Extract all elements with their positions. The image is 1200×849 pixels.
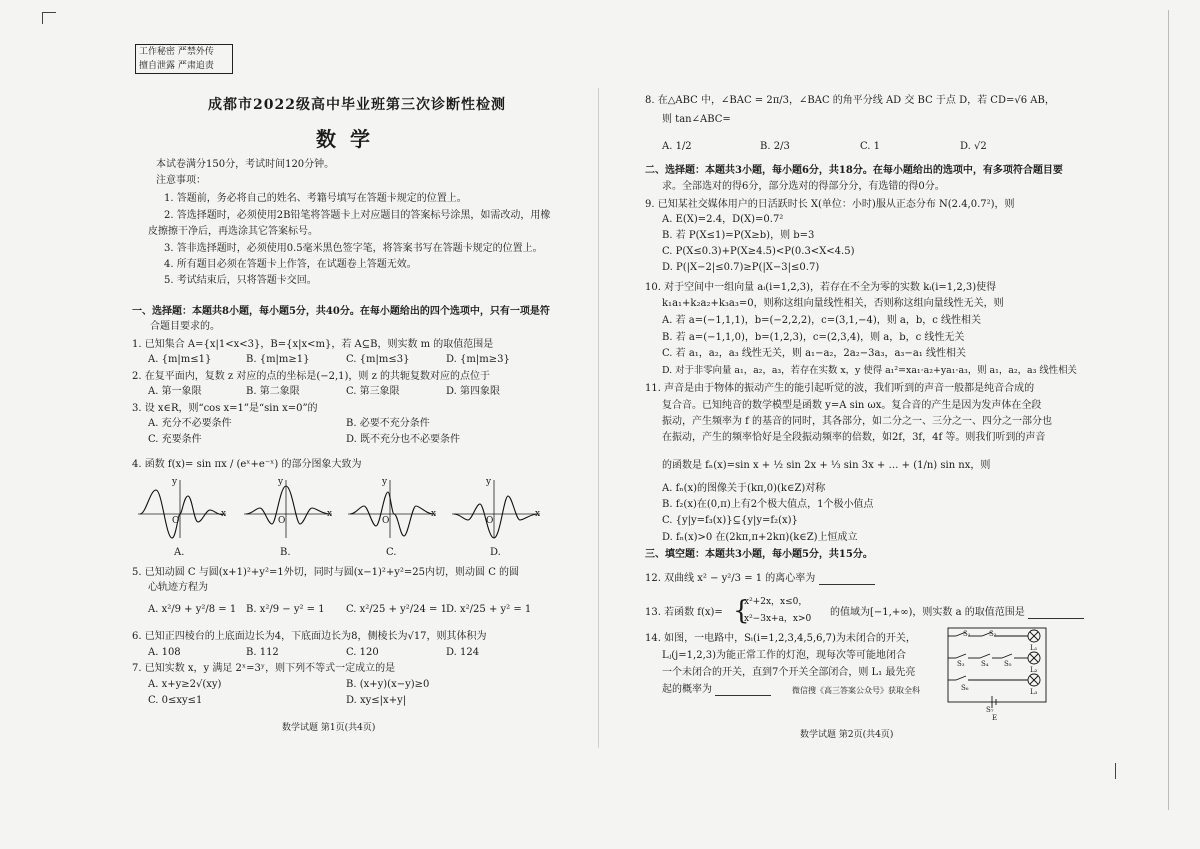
- q5-stem-cont: 心轨迹方程为: [148, 582, 208, 593]
- q8-option-c: C. 1: [860, 141, 881, 152]
- q14-stem-4: [662, 683, 771, 696]
- q4-graph-b: [242, 476, 336, 542]
- note-2-cont: 皮擦擦干净后，再选涂其它答案标号。: [148, 226, 318, 237]
- section2-heading: 二、选择题：本题共3小题，每小题6分，共18分。在每小题给出的选项中，有多项符合题目要: [645, 165, 1063, 176]
- footer-left: 数学试题 第1页(共4页): [282, 723, 376, 733]
- q10-option-c: C. 若 a₁，a₂，a₃ 线性无关，则 a₁−a₂，2a₂−3a₃，a₃−a₁ 线性相关: [662, 348, 966, 359]
- section2-heading-cont: 求。全部选对的得6分，部分选对的得部分分，有选错的得0分。: [662, 181, 945, 192]
- q13-case-1: x²+2x，x≤0，: [744, 597, 808, 607]
- q14-label-l2: L₂: [1030, 666, 1038, 674]
- q7-stem: 7. 已知实数 x，y 满足 2ˣ=3ʸ，则下列不等式一定成立的是: [132, 663, 396, 674]
- q4-graph-c-o: O: [382, 516, 390, 526]
- q3-option-b: B. 必要不充分条件: [346, 418, 430, 429]
- q1-stem: 1. 已知集合 A={x|1<x<3}，B={x|x<m}，若 A⊆B，则实数 m 的取值范围是: [132, 339, 494, 350]
- q1-option-c: C. {m|m≤3}: [346, 354, 410, 365]
- q14-stem-1: 14. 如图，一电路中，Sᵢ(i=1,2,3,4,5,6,7)为未闭合的开关，: [645, 633, 916, 644]
- q6-stem: 6. 已知正四棱台的上底面边长为4，下底面边长为8，侧棱长为√17，则其体积为: [132, 631, 487, 642]
- score-info: 本试卷满分150分，考试时间120分钟。: [156, 159, 335, 170]
- q4-label-c: C.: [386, 547, 397, 558]
- q14-label-s5: S₅: [1004, 660, 1012, 668]
- scan-mark-right: [1168, 10, 1169, 810]
- q11-stem-5: 的函数是 fₙ(x)=sin x + ½ sin 2x + ⅓ sin 3x + … + (1/n) sin nx，则: [662, 460, 991, 471]
- q4-label-a: A.: [174, 547, 185, 558]
- scan-mark-top-left-h: [42, 12, 56, 13]
- scan-mark-top-left: [42, 12, 43, 24]
- notes-title: 注意事项：: [156, 175, 206, 186]
- q4-graph-d: [450, 476, 544, 542]
- q11-stem-1: 11. 声音是由于物体的振动产生的能引起听觉的波，我们听到的声音一般都是纯音合成的: [645, 383, 1035, 394]
- q4-graph-d-y: y: [486, 477, 492, 487]
- q9-option-c: C. P(X≤0.3)+P(X≥4.5)<P(0.3<X<4.5): [662, 246, 855, 257]
- q3-stem: 3. 设 x∈R，则“cos x=1”是“sin x=0”的: [132, 403, 318, 414]
- q7-option-d: D. xy≤|x+y|: [346, 695, 407, 706]
- q14-stem-2: Lⱼ(j=1,2,3)为能正常工作的灯泡，现每次等可能地闭合: [662, 650, 907, 661]
- q14-label-e: E: [992, 714, 998, 722]
- note-5: 5. 考试结束后，只将答题卡交回。: [164, 275, 317, 286]
- q9-option-d: D. P(|X−2|≤0.7)≥P(|X−3|≤0.7): [662, 262, 820, 273]
- q3-option-c: C. 充要条件: [148, 434, 202, 445]
- q11-option-d: D. fₙ(x)>0 在(2kπ,π+2kπ)(k∈Z)上恒成立: [662, 532, 858, 543]
- q8-stem-cont: 则 tan∠ABC=: [662, 114, 731, 125]
- q14-label-l1: L₁: [1030, 644, 1038, 652]
- q7-option-b: B. (x+y)(x−y)≥0: [346, 679, 430, 690]
- q11-stem-2: 复合音。已知纯音的数学模型是函数 y=A sin ωx。复合音的产生是因为发声体在全段: [662, 400, 1042, 411]
- q8-option-b: B. 2/3: [760, 141, 790, 152]
- q14-label-s6: S₆: [961, 684, 969, 692]
- q13-stem-b: [830, 606, 1084, 619]
- q2-option-b: B. 第二象限: [246, 386, 300, 397]
- q5-option-d: D. x²/25 + y² = 1: [446, 604, 532, 615]
- q6-option-b: B. 112: [246, 647, 279, 658]
- q4-label-b: B.: [280, 547, 291, 558]
- q4-graph-b-y: y: [278, 477, 284, 487]
- q13-text: 的值域为[−1,+∞)，则实数 a 的取值范围是: [830, 607, 1025, 618]
- q13-case-2: x²−3x+a，x>0: [744, 614, 812, 624]
- q2-stem: 2. 在复平面内，复数 z 对应的点的坐标是(−2,1)，则 z 的共轭复数对应的点位于: [132, 371, 491, 382]
- q8-option-d: D. √2: [960, 141, 987, 152]
- q14-label-s4: S₄: [981, 660, 989, 668]
- note-4: 4. 所有题目必须在答题卡上作答，在试题卷上答题无效。: [164, 259, 417, 270]
- q12-stem: [645, 572, 875, 585]
- q6-option-a: A. 108: [148, 647, 181, 658]
- q4-stem: 4. 函数 f(x)= sin πx / (eˣ+e⁻ˣ) 的部分图象大致为: [132, 459, 362, 470]
- note-3: 3. 答非选择题时，必须使用0.5毫米黑色签字笔，将答案书写在答题卡规定的位置上。: [164, 243, 543, 254]
- q4-label-d: D.: [490, 547, 501, 558]
- section3-heading: 三、填空题：本题共3小题，每小题5分，共15分。: [645, 549, 873, 560]
- q11-option-c: C. {y|y=f₃(x)}⊆{y|y=f₂(x)}: [662, 515, 798, 526]
- q2-option-d: D. 第四象限: [446, 386, 501, 397]
- footer-right: 数学试题 第2页(共4页): [800, 730, 894, 740]
- q7-option-a: A. x+y≥2√(xy): [148, 679, 222, 690]
- q10-stem: 10. 对于空间中一组向量 aᵢ(i=1,2,3)，若存在不全为零的实数 kᵢ(i=1,2,3)使得: [645, 282, 997, 293]
- page-divider: [598, 88, 599, 748]
- note-1: 1. 答题前，务必将自己的姓名、考籍号填写在答题卡规定的位置上。: [164, 193, 467, 204]
- q11-option-a: A. fₙ(x)的图像关于(kπ,0)(k∈Z)对称: [662, 483, 826, 494]
- q5-option-c: C. x²/25 + y²/24 = 1: [346, 604, 447, 615]
- q2-option-a: A. 第一象限: [148, 386, 202, 397]
- q4-graph-a: [136, 476, 230, 542]
- exam-title: 成都市2022级高中毕业班第三次诊断性检测: [208, 97, 506, 113]
- q1-option-b: B. {m|m≥1}: [246, 354, 310, 365]
- q8-option-a: A. 1/2: [662, 141, 692, 152]
- q3-option-d: D. 既不充分也不必要条件: [346, 434, 461, 445]
- q4-graph-c-x: x: [431, 509, 437, 519]
- q1-option-a: A. {m|m≤1}: [148, 354, 212, 365]
- note-2: 2. 答选择题时，必须使用2B铅笔将答题卡上对应题目的答案标号涂黑，如需改动，用橡: [164, 210, 551, 221]
- scan-mark-bottom-right: [1115, 763, 1116, 779]
- q14-label-l3: L₃: [1030, 688, 1038, 696]
- q4-graph-b-x: x: [327, 509, 333, 519]
- q5-stem: 5. 已知动圆 C 与圆(x+1)²+y²=1外切，同时与圆(x−1)²+y²=25内切，则动圆 C 的圆: [132, 567, 520, 578]
- q3-option-a: A. 充分不必要条件: [148, 418, 232, 429]
- q4-graph-a-y: y: [172, 477, 178, 487]
- q9-option-b: B. 若 P(X≤1)=P(X≥b)，则 b=3: [662, 230, 815, 241]
- q14-answer-blank[interactable]: [715, 685, 771, 696]
- q14-label-s2: S₂: [989, 630, 997, 638]
- q4-graph-d-o: O: [486, 516, 494, 526]
- q4-graph-a-x: x: [221, 509, 227, 519]
- q14-watermark: 微信搜《高三答案公众号》获取全科: [792, 686, 920, 695]
- q11-stem-3: 振动，产生频率为 f 的基音的同时，其各部分，如二分之一、三分之一、四分之一部分也: [662, 416, 1053, 427]
- q10-stem-cont: k₁a₁+k₂a₂+k₃a₃=0，则称这组向量线性相关，否则称这组向量线性无关，则: [662, 298, 1004, 309]
- q4-graph-b-o: O: [278, 516, 286, 526]
- q14-label-s7: S₇: [986, 706, 994, 714]
- q7-option-c: C. 0≤xy≤1: [148, 695, 203, 706]
- q12-answer-blank[interactable]: [819, 574, 875, 585]
- q4-graph-d-x: x: [535, 509, 541, 519]
- q14-stem-3: 一个未闭合的开关，直到7个开关全部闭合，则 L₁ 最先亮: [662, 667, 916, 678]
- q4-graph-c-y: y: [382, 477, 388, 487]
- q1-option-d: D. {m|m≥3}: [446, 354, 510, 365]
- q6-option-d: D. 124: [446, 647, 480, 658]
- subject-title: 数学: [316, 127, 384, 151]
- q10-option-d: D. 对于非零向量 a₁，a₂，a₃，若存在实数 x，y 使得 a₁²=xa₁·a₂+ya₁·a₃，则 a₁，a₂，a₃ 线性相关: [662, 365, 1077, 376]
- q11-option-b: B. f₂(x)在(0,π)上有2个极大值点，1个极小值点: [662, 499, 874, 510]
- q2-option-c: C. 第三象限: [346, 386, 400, 397]
- q4-graph-c: [346, 476, 440, 542]
- q14-label-s3: S₃: [957, 660, 965, 668]
- q11-stem-4: 在振动，产生的频率恰好是全段振动频率的倍数，如2f，3f，4f 等。则我们听到的声音: [662, 432, 1046, 443]
- q9-stem: 9. 已知某社交媒体用户的日活跃时长 X(单位：小时)服从正态分布 N(2.4,0.7²)，则: [645, 199, 1015, 210]
- q12-text: 12. 双曲线 x² − y²/3 = 1 的离心率为: [645, 573, 816, 584]
- q5-option-b: B. x²/9 − y² = 1: [246, 604, 325, 615]
- q6-option-c: C. 120: [346, 647, 379, 658]
- q9-option-a: A. E(X)=2.4，D(X)=0.7²: [662, 214, 784, 225]
- section1-heading-cont: 合题目要求的。: [150, 321, 220, 332]
- q14-label-s1: S₁: [963, 630, 971, 638]
- q10-option-a: A. 若 a=(−1,1,1)，b=(−2,2,2)，c=(3,1,−4)，则 a，b，c 线性相关: [662, 315, 982, 326]
- q4-graph-a-o: O: [172, 516, 180, 526]
- confidential-stamp: [135, 44, 233, 74]
- q8-stem: 8. 在△ABC 中，∠BAC = 2π/3，∠BAC 的角平分线 AD 交 BC 于点 D，若 CD=√6 AB，: [645, 95, 1055, 106]
- q14-text: 起的概率为: [662, 684, 712, 695]
- stamp-line-1: 工作秘密 严禁外传: [139, 47, 214, 57]
- section1-heading: 一、选择题：本题共8小题，每小题5分，共40分。在每小题给出的四个选项中，只有一项是符: [132, 306, 550, 317]
- q13-stem-a: 13. 若函数 f(x)=: [645, 607, 723, 618]
- q10-option-b: B. 若 a=(−1,1,0)，b=(1,2,3)，c=(2,3,4)，则 a，b，c 线性无关: [662, 332, 965, 343]
- q5-option-a: A. x²/9 + y²/8 = 1: [148, 604, 237, 615]
- stamp-line-2: 擅自泄露 严肃追责: [139, 61, 214, 71]
- q13-brace: {: [733, 596, 750, 626]
- q13-answer-blank[interactable]: [1028, 608, 1084, 619]
